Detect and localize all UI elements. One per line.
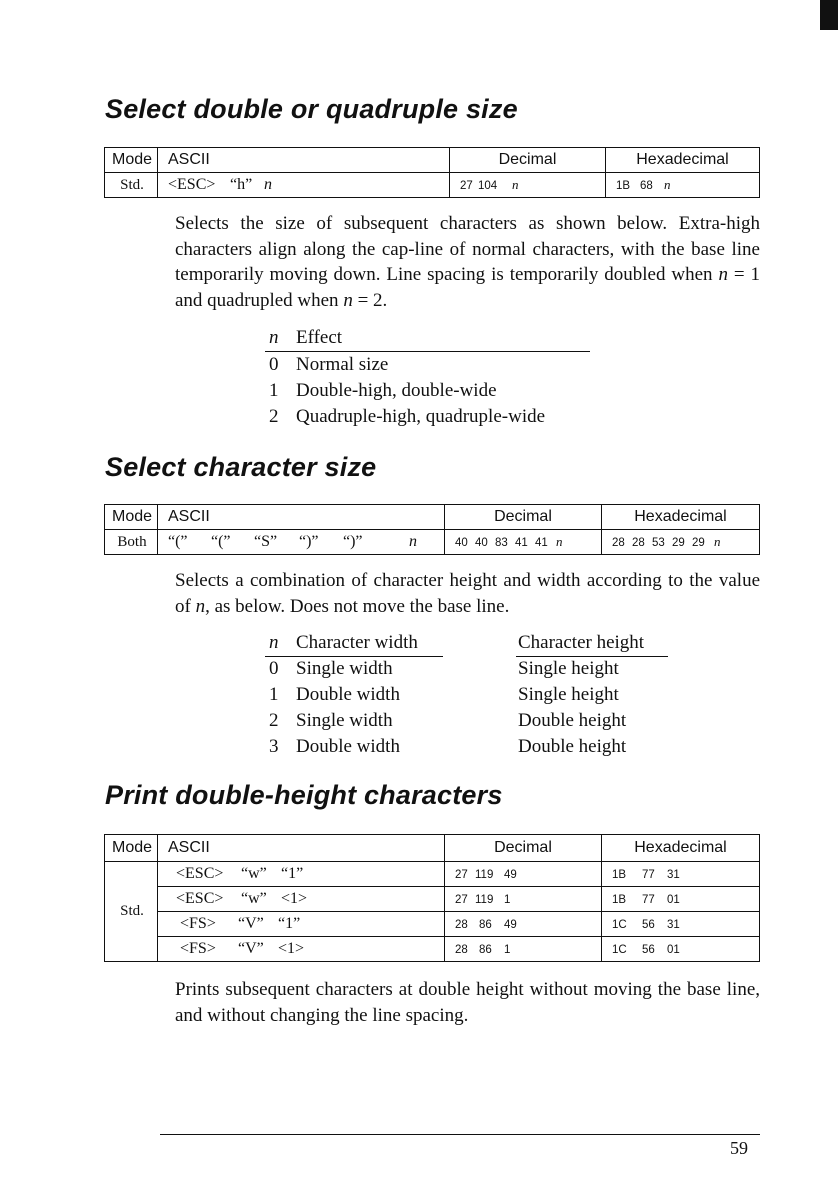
command-table-double-quadruple [104,147,760,198]
hex-token: 31 [667,869,680,881]
ascii-token: “w” [241,865,267,882]
section-title-double-height: Print double-height characters [105,780,503,810]
hex-param: n [664,177,671,192]
table-row [105,912,760,937]
decimal-token: 40 [475,537,488,549]
hex-token: 29 [692,537,705,549]
effect-header-width: Character width [296,632,418,653]
header-decimal: Decimal [445,505,602,530]
ascii-cell [158,173,450,198]
hex-cell [602,862,760,887]
ascii-token: “(” [168,533,188,550]
decimal-token: 27 [455,869,468,881]
header-ascii: ASCII [158,505,445,530]
decimal-token: 41 [535,537,548,549]
ascii-token: “h” [230,176,253,193]
mode-cell: Both [105,530,158,555]
hex-token: 68 [640,180,653,192]
ascii-token: <ESC> [176,865,224,882]
effect-width: Double width [296,684,400,705]
effect-n: 2 [269,406,279,427]
decimal-token: 40 [455,537,468,549]
ascii-token: <1> [278,940,305,957]
hex-token: 31 [667,919,680,931]
table-row [105,173,760,198]
header-mode: Mode [105,835,158,862]
command-table-character-size [104,504,760,555]
header-hex: Hexadecimal [602,835,760,862]
effect-table-character-size [265,630,675,760]
hex-token: 01 [667,944,680,956]
effect-header-n: n [269,632,279,653]
header-hex: Hexadecimal [602,505,760,530]
table-header-row [105,148,760,173]
section-description: Prints subsequent characters at double height without moving the base line, and without changing the line spacing. [175,979,760,1026]
effect-n: 1 [269,684,279,705]
ascii-token: “1” [281,865,304,882]
effect-header-row [265,630,675,656]
hex-token: 28 [632,537,645,549]
decimal-token: 49 [504,919,517,931]
ascii-token: “)” [299,533,319,550]
table-header-row [105,835,760,862]
effect-header-n: n [269,327,279,348]
decimal-token: 49 [504,869,517,881]
effect-header-row [265,325,590,352]
decimal-token: 27 [460,180,473,192]
ascii-cell [158,862,445,887]
effect-row [265,734,675,760]
hex-token: 28 [612,537,625,549]
ascii-token: “V” [238,915,264,932]
command-table-double-height [104,834,760,962]
effect-n: 3 [269,736,279,757]
effect-height: Single height [518,684,619,705]
hex-cell [602,912,760,937]
effect-value: Normal size [296,354,389,375]
effect-n: 2 [269,710,279,731]
effect-value: Double-high, double-wide [296,380,497,401]
decimal-param: n [512,177,519,192]
hex-token: 56 [642,919,655,931]
hex-token: 1B [612,894,627,906]
hex-token: 29 [672,537,685,549]
ascii-cell [158,937,445,962]
effect-header-effect: Effect [296,327,343,348]
ascii-cell [158,530,445,555]
hex-param: n [714,534,721,549]
page-corner-mark [820,0,838,30]
effect-width: Single width [296,710,393,731]
decimal-token: 104 [478,180,498,192]
decimal-token: 86 [479,944,492,956]
header-mode: Mode [105,505,158,530]
hex-token: 77 [642,869,655,881]
page-number: 59 [730,1138,748,1158]
table-row [105,937,760,962]
effect-height: Single height [518,658,619,679]
section-description: Selects the size of subsequent characters as shown below. Extra-high characters align along the cap-line of normal characters, with the base line temporarily moving down. Line spacing is temporarily doubled when n = 1 and quadrupled when n = 2. [175,213,761,311]
hex-token: 1B [612,869,627,881]
hex-token: 01 [667,894,680,906]
ascii-token: “1” [278,915,301,932]
decimal-token: 83 [495,537,508,549]
decimal-token: 1 [504,894,511,906]
ascii-token: “w” [241,890,267,907]
section-description: Selects a combination of character height and width according to the value of n, as below. Does not move the base line. [175,570,760,617]
decimal-cell [445,937,602,962]
ascii-param: n [264,176,272,193]
decimal-cell [445,887,602,912]
effect-row [265,656,675,682]
effect-height: Double height [518,736,627,757]
ascii-token: <FS> [180,915,216,932]
effect-header-height: Character height [518,632,645,653]
decimal-cell [445,530,602,555]
mode-cell: Std. [105,173,158,198]
ascii-cell [158,912,445,937]
decimal-token: 119 [475,869,494,881]
ascii-cell [158,887,445,912]
hex-token: 56 [642,944,655,956]
decimal-cell [450,173,606,198]
ascii-token: “S” [254,533,278,550]
ascii-token: <1> [281,890,308,907]
decimal-cell [445,912,602,937]
ascii-token: “(” [211,533,231,550]
decimal-token: 41 [515,537,528,549]
header-decimal: Decimal [450,148,606,173]
table-header-row [105,505,760,530]
decimal-token: 28 [455,919,468,931]
effect-table-double-quadruple [265,325,590,430]
effect-n: 0 [269,658,279,679]
effect-row [265,378,590,404]
ascii-token: <ESC> [176,890,224,907]
mode-cell: Std. [105,862,158,962]
hex-cell [602,937,760,962]
hex-token: 1C [612,919,627,931]
section-title-double-quadruple: Select double or quadruple size [105,94,518,124]
ascii-token: <FS> [180,940,216,957]
hex-cell [606,173,760,198]
hex-cell [602,530,760,555]
decimal-token: 27 [455,894,468,906]
effect-n: 0 [269,354,279,375]
decimal-param: n [556,534,563,549]
hex-token: 1C [612,944,627,956]
ascii-param: n [409,533,417,550]
effect-row [265,404,590,430]
ascii-token: “V” [238,940,264,957]
footer-rule [160,1134,760,1135]
effect-n: 1 [269,380,279,401]
effect-width: Double width [296,736,400,757]
effect-row [265,352,590,378]
hex-cell [602,887,760,912]
header-mode: Mode [105,148,158,173]
decimal-token: 1 [504,944,511,956]
hex-token: 1B [616,180,631,192]
effect-row [265,708,675,734]
effect-row [265,682,675,708]
ascii-token: “)” [343,533,363,550]
hex-token: 77 [642,894,655,906]
decimal-cell [445,862,602,887]
header-hex: Hexadecimal [606,148,760,173]
section-title-character-size: Select character size [105,452,377,482]
header-ascii: ASCII [158,835,445,862]
effect-height: Double height [518,710,627,731]
header-decimal: Decimal [445,835,602,862]
table-row [105,887,760,912]
effect-width: Single width [296,658,393,679]
hex-token: 53 [652,537,665,549]
decimal-token: 28 [455,944,468,956]
table-row [105,530,760,555]
header-ascii: ASCII [158,148,450,173]
table-row [105,862,760,887]
decimal-token: 119 [475,894,494,906]
decimal-token: 86 [479,919,492,931]
ascii-token: <ESC> [168,176,216,193]
effect-value: Quadruple-high, quadruple-wide [296,406,546,427]
